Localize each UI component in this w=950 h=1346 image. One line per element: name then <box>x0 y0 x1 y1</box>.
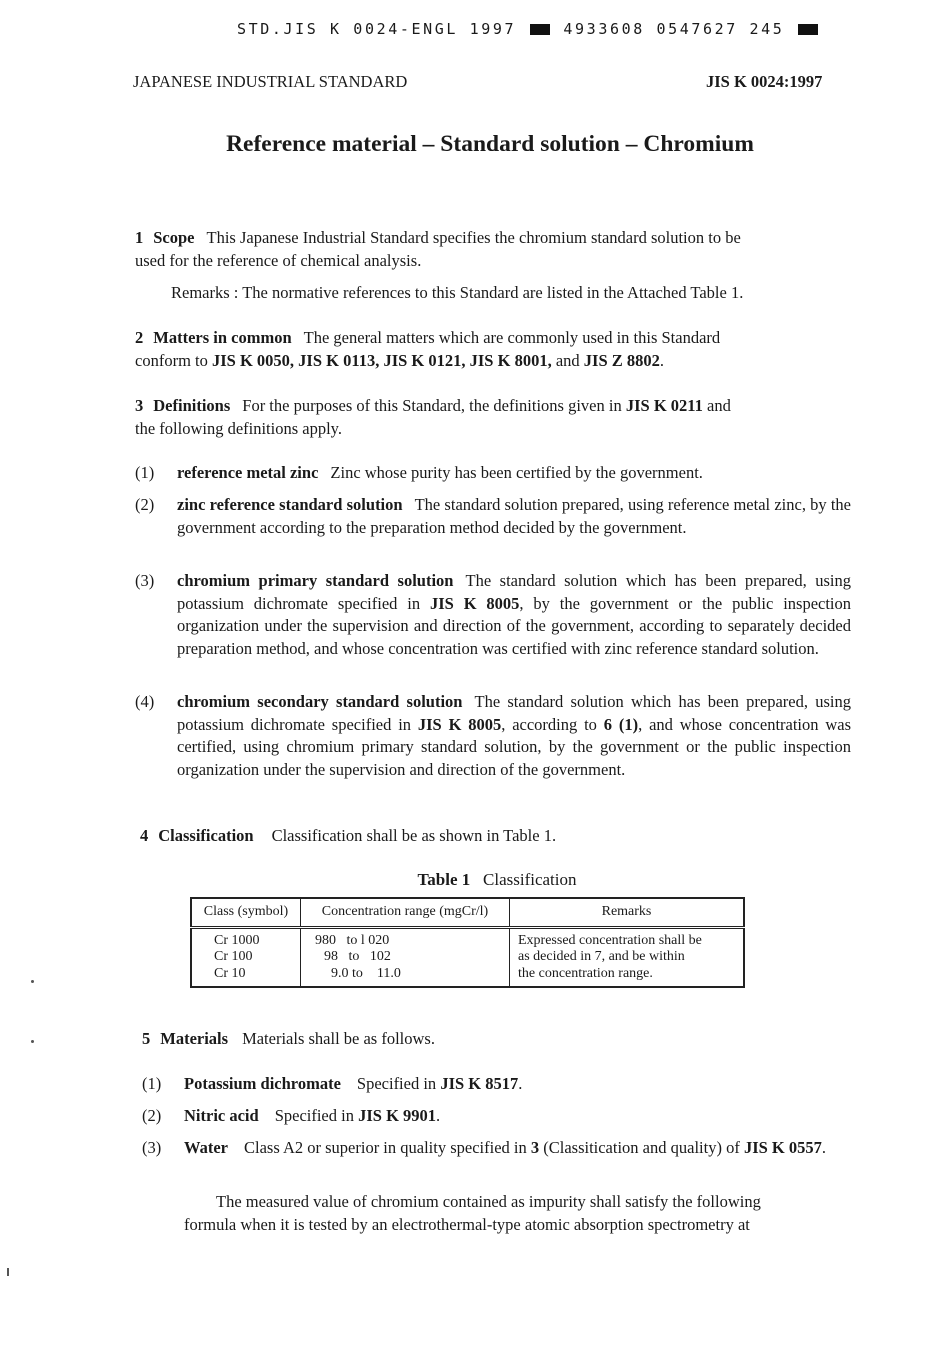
material-name: Nitric acid <box>184 1106 259 1125</box>
section-4-classification <box>140 825 556 848</box>
defined-term: reference metal zinc <box>177 463 319 482</box>
section-5-materials <box>142 1028 435 1051</box>
class-symbol: Cr 100 <box>214 949 253 964</box>
standard-reference: JIS K 8005 <box>417 714 502 734</box>
remarks-line: the concentration range. <box>518 965 653 981</box>
standard-number-header: JIS K 0024:1997 <box>706 72 823 91</box>
definition-item: (3) chromium primary standard solution The standard solution which has been prepared, using potassium dichromate specified in JIS K 8005, by the government or the public inspection organization under the supervision and direction of the government, according to separately decided preparation method, and whose concentration was certified with zinc reference standard solution. <box>135 571 852 658</box>
paragraph-line: formula when it is tested by an electrothermal-type atomic absorption spectrometry at <box>184 1214 750 1234</box>
table-caption <box>0 870 950 890</box>
defined-term: zinc reference standard solution <box>177 495 403 514</box>
concentration-range: 9.0 to 11.0 <box>331 965 401 981</box>
section-text: and <box>555 350 580 370</box>
item-number: (3) <box>142 1138 162 1157</box>
class-symbol: Cr 1000 <box>214 932 260 948</box>
material-item: (3) Water Class A2 or superior in quality specified in 3 (Classitication and quality) of JIS K 0557. <box>142 1137 860 1160</box>
item-number: (2) <box>142 1106 162 1125</box>
concentration-range: 980 to l 020 <box>315 932 390 948</box>
standard-reference: JIS K 0557 <box>743 1138 822 1157</box>
section-title: Scope <box>153 228 195 247</box>
table-row <box>191 927 744 987</box>
remarks-note: Remarks : The normative references to this Standard are listed in the Attached Table 1. <box>171 283 744 302</box>
class-symbol: Cr 10 <box>214 965 246 981</box>
table-caption-title: Classification <box>483 870 577 889</box>
standard-reference: JIS K 0211 <box>625 396 703 415</box>
definition-text: The standard solution which has been prepared, using potassium dichromate specified in <box>177 692 852 734</box>
item-number: (3) <box>135 571 155 590</box>
standard-reference: JIS K 8001, <box>469 350 552 370</box>
material-name: Water <box>184 1138 228 1157</box>
definition-text: The standard solution which has been prepared, using potassium dichromate specified in <box>177 571 851 613</box>
section-text: Classification shall be as shown in Table 1. <box>271 826 557 845</box>
material-name: Potassium dichromate <box>184 1074 341 1093</box>
standard-reference: JIS K 0050, <box>211 350 295 370</box>
item-number: (1) <box>135 463 155 482</box>
standard-reference: JIS K 0121, <box>383 350 466 370</box>
document-title: Reference material – Standard solution – Chromium <box>226 131 754 157</box>
section-number: 4 <box>140 826 149 845</box>
section-3-definitions: 3 Definitions For the purposes of this Standard, the definitions given in JIS K 0211 and the following definitions apply. <box>135 395 851 440</box>
materials-paragraph <box>184 1191 860 1236</box>
scan-speck <box>31 1040 34 1043</box>
defined-term: chromium primary standard solution <box>177 571 454 590</box>
class-cell <box>191 927 301 987</box>
scan-speck <box>7 1268 9 1276</box>
column-header: Concentration range (mgCr/l) <box>301 898 510 927</box>
section-number: 1 <box>135 228 144 247</box>
scan-speck <box>31 980 34 983</box>
section-text: the following definitions apply. <box>135 418 342 438</box>
section-text: Materials shall be as follows. <box>242 1029 435 1048</box>
section-number: 3 <box>135 396 144 415</box>
standard-reference: JIS K 8005 <box>430 593 520 613</box>
definition-item <box>135 462 851 485</box>
range-cell <box>301 927 510 987</box>
definition-item: (4) chromium secondary standard solution The standard solution which has been prepared, using potassium dichromate specified in JIS K 8005, according to 6 (1), and whose concentration was certified, using chromium primary standard solution, by the government or the public inspection organization under the supervision and direction of the government. <box>135 692 852 779</box>
defined-term: chromium secondary standard solution <box>177 692 463 711</box>
document-id-prefix: STD.JIS K 0024-ENGL 1997 <box>237 20 517 38</box>
redaction-block-1 <box>530 24 550 35</box>
standard-body-header: JAPANESE INDUSTRIAL STANDARD <box>133 72 408 91</box>
paragraph-line: The measured value of chromium contained as impurity shall satisfy the following <box>216 1192 761 1211</box>
section-text: For the purposes of this Standard, the definitions given in <box>242 396 622 415</box>
document-control-number: 4933608 0547627 245 <box>563 20 785 38</box>
classification-table <box>190 897 745 988</box>
clause-reference: 3 <box>530 1138 540 1157</box>
section-title: Definitions <box>153 396 231 415</box>
remarks-line: Expressed concentration shall be <box>518 932 702 948</box>
standard-reference: JIS K 8517 <box>440 1074 519 1093</box>
section-number: 5 <box>142 1029 151 1048</box>
clause-reference: 6 (1) <box>603 714 639 734</box>
section-text: This Japanese Industrial Standard specifies the chromium standard solution to be <box>206 228 741 247</box>
section-text: used for the reference of chemical analysis. <box>135 250 422 270</box>
item-number: (4) <box>135 692 155 711</box>
concentration-range: 98 to 102 <box>324 949 391 964</box>
table-label: Table 1 <box>417 870 471 889</box>
standard-reference: JIS K 0113, <box>298 350 380 370</box>
item-number: (1) <box>142 1074 162 1093</box>
section-1-scope <box>135 227 851 272</box>
table-header-row <box>191 898 744 927</box>
definition-item <box>135 494 851 539</box>
standard-reference: JIS Z 8802 <box>583 350 660 370</box>
redaction-block-2 <box>798 24 818 35</box>
remarks-cell <box>510 927 745 987</box>
definition-text: Zinc whose purity has been certified by the government. <box>330 463 703 482</box>
section-text: The general matters which are commonly used in this Standard <box>303 328 721 347</box>
section-title: Materials <box>160 1029 229 1048</box>
section-title: Classification <box>158 826 254 845</box>
material-item: (2) Nitric acid Specified in JIS K 9901. <box>142 1105 860 1128</box>
standard-reference: JIS K 9901 <box>358 1106 437 1125</box>
remarks-line: as decided in 7, and be within <box>518 949 685 964</box>
document-id-line <box>237 20 820 38</box>
material-item: (1) Potassium dichromate Specified in JIS K 8517. <box>142 1073 860 1096</box>
section-2-matters-in-common: 2 Matters in common The general matters which are commonly used in this Standard conform to JIS K 0050, JIS K 0113, JIS K 0121, JIS K 8001, and JIS Z 8802. <box>135 328 721 370</box>
section-number: 2 <box>135 328 144 347</box>
column-header: Class (symbol) <box>191 898 301 927</box>
section-title: Matters in common <box>153 328 292 347</box>
column-header: Remarks <box>510 898 745 927</box>
definition-text: The standard solution prepared, using reference metal zinc, by the government according to the preparation method decided by the government. <box>177 495 852 537</box>
item-number: (2) <box>135 495 155 514</box>
section-text: conform to <box>135 350 208 370</box>
